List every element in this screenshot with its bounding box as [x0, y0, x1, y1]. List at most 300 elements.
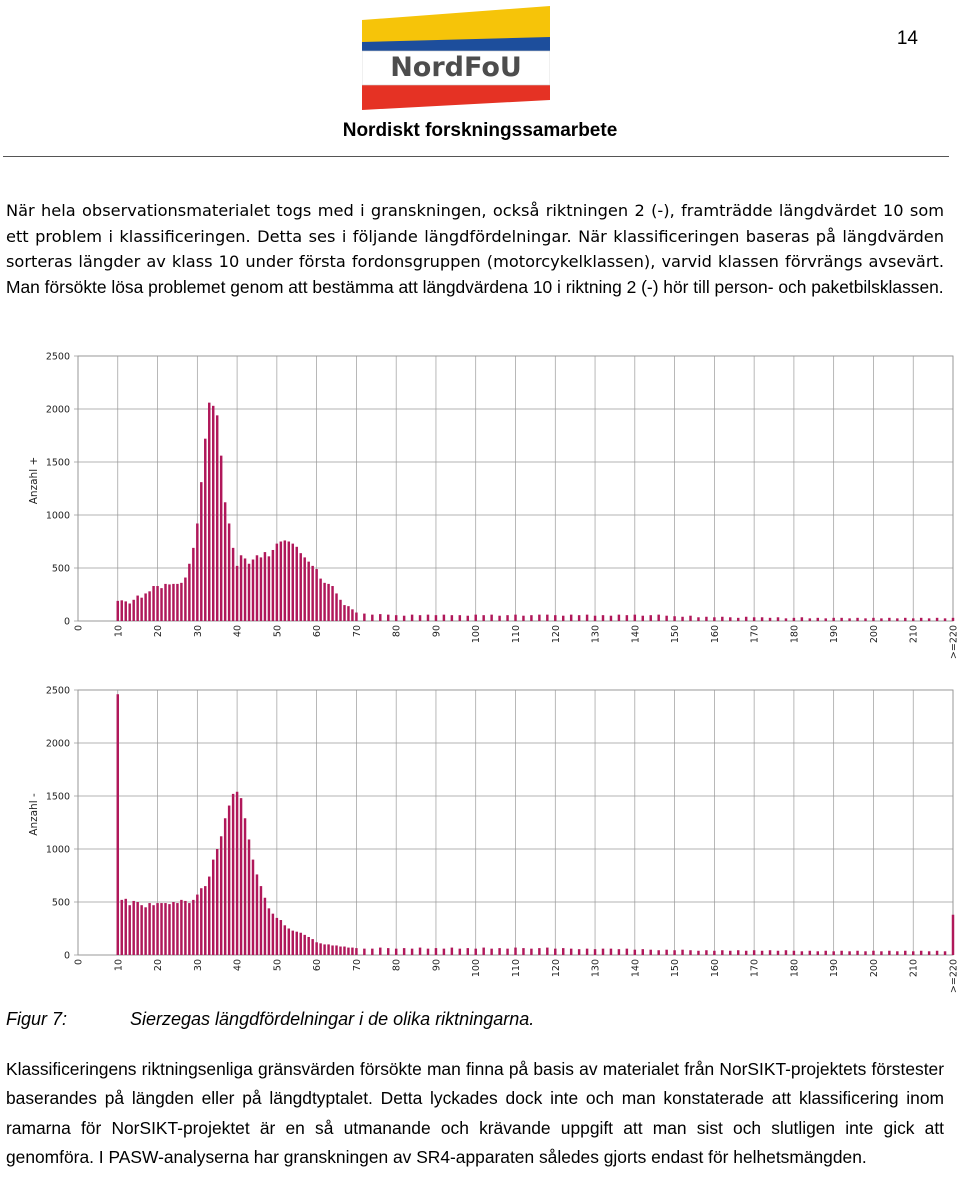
histogram-bar: [335, 945, 337, 955]
histogram-bar: [152, 586, 154, 621]
histogram-bar: [705, 617, 707, 621]
y-tick-label: 2000: [45, 404, 70, 416]
histogram-bar: [570, 949, 572, 955]
histogram-bar: [459, 949, 461, 955]
histogram-bar: [490, 615, 492, 621]
histogram-bar: [351, 948, 353, 955]
histogram-bar: [176, 903, 178, 955]
histogram-bar: [200, 482, 202, 621]
histogram-bar: [618, 615, 620, 621]
histogram-bar: [904, 618, 906, 621]
histogram-bar: [288, 542, 290, 622]
histogram-bar: [248, 564, 250, 621]
histogram-bar: [216, 415, 218, 621]
x-tick-label: 110: [511, 625, 522, 644]
histogram-bar: [856, 951, 858, 955]
histogram-bar: [777, 617, 779, 621]
histogram-bar: [634, 615, 636, 621]
histogram-bar: [403, 616, 405, 621]
histogram-bar: [530, 615, 532, 621]
histogram-bar: [260, 557, 262, 621]
histogram-bar: [419, 948, 421, 955]
x-tick-label: 80: [391, 959, 403, 972]
histogram-bar: [610, 616, 612, 621]
histogram-bar: [761, 617, 763, 621]
length-distribution-chart-negative: [22, 678, 960, 996]
histogram-bar: [351, 609, 353, 621]
histogram-bar: [319, 943, 321, 955]
histogram-bar: [288, 929, 290, 956]
histogram-bar: [817, 618, 819, 621]
histogram-bar: [168, 584, 170, 621]
x-tick-label: 120: [550, 625, 562, 644]
histogram-bar: [315, 942, 317, 955]
histogram-bar: [809, 951, 811, 955]
histogram-bar: [216, 849, 218, 955]
histogram-bar: [657, 950, 659, 955]
histogram-bar: [554, 615, 556, 621]
histogram-bar: [192, 900, 194, 955]
figure-caption-text: Sierzegas längdfördelningar i de olika riktningarna.: [130, 1009, 535, 1029]
histogram-bar: [132, 901, 134, 955]
histogram-bar: [912, 951, 914, 955]
histogram-bar: [292, 544, 294, 621]
histogram-bar: [156, 903, 158, 955]
y-tick-label: 1000: [45, 510, 70, 522]
figure-label: Figur 7:: [6, 1009, 68, 1029]
histogram-bar: [880, 951, 882, 955]
intro-paragraph: [6, 198, 944, 300]
histogram-bar: [801, 951, 803, 955]
histogram-bar: [379, 948, 381, 955]
histogram-bar: [681, 950, 683, 955]
x-tick-label: 20: [153, 625, 165, 638]
histogram-bar: [538, 948, 540, 955]
histogram-bar: [482, 948, 484, 955]
histogram-bar: [737, 618, 739, 621]
x-tick-label: 140: [630, 959, 642, 978]
x-tick-label: 100: [471, 959, 483, 978]
histogram-bar: [140, 598, 142, 621]
histogram-bar: [737, 950, 739, 955]
histogram-bar: [128, 905, 130, 955]
body-paragraph: Klassificeringens riktningsenliga gränsvärden försökte man finna på basis av materialet från NorSIKT-projektets förstester baserandes på längden eller på längdtyptalet. Detta lyckades dock inte och man konstaterade att klassificering inom ramarna för NorSIKT-projektet är en så utmanande och krävande uppgift att man sist och slutligen inte gick att genomföra. I PASW-analyserna har granskningen av SR4-apparaten således gjorts endast för helhetsmängden.: [6, 1059, 944, 1167]
histogram-bar: [681, 617, 683, 621]
histogram-bar: [319, 579, 321, 621]
histogram-bar: [562, 616, 564, 621]
histogram-bar: [840, 618, 842, 621]
histogram-bar: [327, 944, 329, 955]
figure-caption: [6, 1009, 534, 1030]
histogram-bar: [498, 948, 500, 955]
histogram-bar: [673, 950, 675, 955]
histogram-bar: [403, 948, 405, 955]
histogram-bar: [272, 550, 274, 621]
x-tick-label: 130: [590, 959, 602, 978]
histogram-bar: [276, 544, 278, 621]
histogram-bar: [761, 951, 763, 955]
x-tick-label: 180: [789, 625, 801, 644]
y-tick-label: 2000: [45, 738, 70, 750]
histogram-bar: [331, 586, 333, 621]
histogram-bar: [474, 949, 476, 955]
histogram-bar: [132, 600, 134, 621]
histogram-bar: [610, 949, 612, 955]
x-tick-label: 10: [113, 625, 125, 638]
histogram-bar: [256, 555, 258, 621]
histogram-bar: [944, 951, 946, 955]
histogram-bar: [160, 903, 162, 955]
x-tick-label: 200: [868, 625, 880, 644]
histogram-bar: [578, 949, 580, 955]
histogram-bar: [244, 558, 246, 621]
histogram-bar: [443, 615, 445, 621]
histogram-bar: [164, 584, 166, 621]
histogram-bar: [236, 792, 238, 955]
y-tick-label: 2500: [45, 351, 70, 363]
x-tick-label: 10: [113, 959, 125, 972]
x-tick-label: 90: [431, 625, 443, 638]
histogram-bar: [745, 617, 747, 621]
histogram-bar: [311, 939, 313, 955]
histogram-bar: [124, 899, 126, 955]
histogram-bar: [634, 950, 636, 955]
histogram-bar: [240, 798, 242, 955]
histogram-bar: [224, 818, 226, 955]
histogram-bar: [920, 618, 922, 621]
histogram-bar: [665, 616, 667, 621]
histogram-bar: [355, 613, 357, 621]
x-tick-label: 100: [471, 625, 483, 644]
x-tick-label: 210: [908, 959, 920, 978]
histogram-bar: [665, 950, 667, 955]
histogram-bar: [164, 903, 166, 955]
histogram-bar: [840, 951, 842, 955]
histogram-bar: [530, 949, 532, 955]
histogram-bar: [546, 948, 548, 955]
histogram-bar: [642, 949, 644, 955]
histogram-bar: [264, 898, 266, 955]
y-tick-label: 2500: [45, 685, 70, 697]
x-tick-label: 190: [829, 959, 841, 978]
histogram-bar: [944, 618, 946, 621]
histogram-bar: [244, 818, 246, 955]
x-tick-label: 40: [232, 625, 244, 638]
histogram-bar: [268, 556, 270, 621]
histogram-bar: [144, 907, 146, 955]
histogram-bar: [343, 947, 345, 955]
histogram-bar: [514, 948, 516, 955]
histogram-bar: [323, 583, 325, 621]
histogram-bar: [148, 591, 150, 621]
x-tick-label: 170: [749, 625, 761, 644]
histogram-bar: [928, 618, 930, 621]
histogram-bar: [880, 618, 882, 621]
histogram-bar: [928, 951, 930, 955]
histogram-bar: [912, 618, 914, 621]
histogram-bar: [303, 557, 305, 621]
histogram-bar: [128, 604, 130, 621]
histogram-bar: [801, 617, 803, 621]
page-number: 14: [896, 28, 918, 49]
histogram-bar: [212, 406, 214, 621]
histogram-bar: [411, 949, 413, 955]
x-tick-label: 150: [670, 959, 682, 978]
histogram-bar: [793, 618, 795, 621]
histogram-bar: [705, 950, 707, 955]
histogram-bar: [252, 560, 254, 621]
histogram-bar: [224, 502, 226, 621]
x-tick-label: 30: [192, 959, 204, 972]
histogram-bar: [371, 949, 373, 955]
histogram-bar: [817, 951, 819, 955]
x-tick-label: 150: [670, 625, 682, 644]
y-axis-label: Anzahl -: [28, 793, 40, 836]
histogram-bar: [327, 584, 329, 621]
histogram-bar: [689, 950, 691, 955]
histogram-bar: [474, 615, 476, 621]
histogram-bar: [184, 901, 186, 955]
x-tick-label: 110: [511, 959, 522, 978]
histogram-bar: [208, 403, 210, 621]
histogram-bar: [824, 618, 826, 621]
x-tick-label: 0: [73, 625, 85, 632]
histogram-bar: [467, 616, 469, 621]
y-tick-label: 500: [51, 897, 70, 909]
histogram-bar: [785, 618, 787, 621]
x-tick-label: 60: [312, 625, 324, 638]
histogram-bar: [136, 596, 138, 621]
histogram-bar: [713, 951, 715, 955]
histogram-bar: [117, 601, 119, 621]
histogram-bar: [936, 951, 938, 955]
histogram-bar: [387, 615, 389, 621]
histogram-bar: [184, 578, 186, 621]
x-tick-label: >=220: [948, 959, 960, 994]
x-tick-label: 160: [709, 959, 721, 978]
histogram-bar: [284, 925, 286, 955]
histogram-bar: [419, 615, 421, 621]
histogram-bar: [307, 562, 309, 621]
histogram-bar: [602, 949, 604, 955]
histogram-bar: [490, 949, 492, 955]
histogram-bar: [188, 564, 190, 621]
histogram-bar: [864, 618, 866, 621]
histogram-bar: [697, 951, 699, 955]
histogram-bar: [311, 566, 313, 621]
y-tick-label: 0: [63, 950, 70, 962]
organization-name: Nordiskt forskningssamarbete: [342, 120, 618, 141]
length-distribution-chart-positive: [22, 344, 960, 662]
histogram-bar: [546, 615, 548, 621]
histogram-bar: [299, 933, 301, 955]
histogram-bar: [264, 552, 266, 621]
histogram-bar: [809, 618, 811, 621]
histogram-bar: [363, 949, 365, 955]
histogram-bar: [832, 618, 834, 621]
x-tick-label: 60: [312, 959, 324, 972]
histogram-bar: [657, 615, 659, 621]
histogram-bar: [272, 914, 274, 955]
histogram-bar: [176, 584, 178, 621]
histogram-bar: [952, 915, 954, 955]
y-tick-label: 500: [51, 563, 70, 575]
histogram-bar: [347, 948, 349, 955]
nordfou-logo: [362, 6, 550, 110]
histogram-bar: [140, 905, 142, 955]
histogram-bar: [649, 615, 651, 621]
histogram-bar: [427, 615, 429, 621]
histogram-bar: [952, 618, 954, 621]
histogram-bar: [136, 902, 138, 955]
x-tick-label: 210: [908, 625, 920, 644]
x-tick-label: 50: [272, 959, 284, 972]
histogram-bar: [204, 439, 206, 621]
histogram-bar: [649, 950, 651, 955]
histogram-bar: [172, 584, 174, 621]
histogram-bar: [172, 902, 174, 955]
histogram-bar: [626, 949, 628, 955]
histogram-bar: [626, 615, 628, 621]
x-tick-label: 80: [391, 625, 403, 638]
histogram-bar: [284, 540, 286, 621]
x-tick-label: 20: [153, 959, 165, 972]
histogram-bar: [248, 839, 250, 955]
histogram-bar: [315, 569, 317, 621]
x-tick-label: 200: [868, 959, 880, 978]
x-tick-label: 190: [829, 625, 841, 644]
histogram-bar: [618, 949, 620, 955]
histogram-bar: [793, 951, 795, 955]
x-tick-label: 40: [232, 959, 244, 972]
histogram-bar: [586, 949, 588, 955]
histogram-bar: [363, 614, 365, 621]
logo-text: NordFoU: [390, 52, 522, 83]
histogram-bar: [562, 948, 564, 955]
histogram-bar: [888, 618, 890, 621]
histogram-bar: [522, 616, 524, 621]
histogram-bar: [745, 951, 747, 955]
histogram-bar: [379, 614, 381, 621]
histogram-bar: [427, 949, 429, 955]
histogram-bar: [673, 616, 675, 621]
histogram-bar: [936, 618, 938, 621]
y-tick-label: 1500: [45, 791, 70, 803]
histogram-bar: [240, 555, 242, 621]
histogram-bar: [498, 616, 500, 621]
histogram-bar: [904, 951, 906, 955]
histogram-bar: [232, 794, 234, 955]
histogram-bar: [785, 950, 787, 955]
x-tick-label: 180: [789, 959, 801, 978]
histogram-bar: [769, 950, 771, 955]
histogram-bar: [506, 949, 508, 955]
histogram-bar: [252, 860, 254, 955]
histogram-bar: [467, 948, 469, 955]
histogram-bar: [395, 949, 397, 955]
histogram-bar: [196, 895, 198, 955]
x-tick-label: 70: [351, 625, 363, 638]
histogram-bar: [256, 874, 258, 955]
histogram-bar: [148, 903, 150, 955]
histogram-bar: [220, 836, 222, 955]
histogram-bar: [506, 615, 508, 621]
intro-paragraph-part2: Man försökte lösa problemet genom att bestämma att längdvärdena 10 i riktning 2 (-) hör till person- och paketbilsklassen.: [6, 276, 944, 297]
histogram-bar: [729, 951, 731, 955]
histogram-bar: [323, 944, 325, 955]
histogram-bar: [848, 618, 850, 621]
histogram-bar: [872, 951, 874, 955]
histogram-bar: [339, 947, 341, 955]
histogram-bar: [459, 615, 461, 621]
histogram-bar: [121, 900, 123, 955]
x-tick-label: 30: [192, 625, 204, 638]
histogram-bar: [124, 601, 126, 621]
histogram-bar: [864, 951, 866, 955]
histogram-bar: [204, 886, 206, 955]
histogram-bar: [538, 615, 540, 621]
histogram-bar: [443, 949, 445, 955]
histogram-bar: [896, 951, 898, 955]
histogram-bar: [292, 931, 294, 955]
histogram-bar: [832, 951, 834, 955]
histogram-bar: [586, 615, 588, 621]
histogram-bar: [200, 888, 202, 955]
histogram-bar: [920, 951, 922, 955]
histogram-bar: [335, 593, 337, 621]
histogram-bar: [296, 932, 298, 955]
histogram-bar: [435, 615, 437, 621]
histogram-bar: [753, 950, 755, 955]
x-tick-label: >=220: [948, 625, 960, 660]
y-tick-label: 0: [63, 616, 70, 628]
histogram-bar: [451, 948, 453, 955]
histogram-bar: [236, 566, 238, 621]
histogram-bar: [196, 523, 198, 621]
histogram-bar: [888, 951, 890, 955]
histogram-bar: [753, 617, 755, 621]
histogram-bar: [168, 904, 170, 955]
histogram-bar: [280, 920, 282, 955]
histogram-bar: [570, 615, 572, 621]
x-tick-label: 90: [431, 959, 443, 972]
histogram-bar: [824, 951, 826, 955]
histogram-bar: [729, 617, 731, 621]
histogram-bar: [152, 905, 154, 955]
x-tick-label: 130: [590, 625, 602, 644]
histogram-bar: [180, 900, 182, 955]
histogram-bar: [156, 586, 158, 621]
histogram-bar: [777, 951, 779, 955]
histogram-bar: [896, 618, 898, 621]
histogram-bar: [303, 935, 305, 955]
histogram-bar: [697, 617, 699, 621]
histogram-bar: [642, 616, 644, 621]
histogram-bar: [296, 547, 298, 621]
histogram-bar: [121, 600, 123, 621]
histogram-bar: [280, 542, 282, 622]
histogram-bar: [435, 948, 437, 955]
histogram-bar: [192, 548, 194, 621]
histogram-bar: [482, 615, 484, 621]
histogram-bar: [144, 593, 146, 621]
histogram-bar: [347, 606, 349, 621]
histogram-bar: [848, 951, 850, 955]
histogram-bar: [212, 860, 214, 955]
x-tick-label: 0: [73, 959, 85, 966]
intro-paragraph-part1: När hela observationsmaterialet togs med i granskningen, också riktningen 2 (-), framträdde längdvärdet 10 som ett problem i klassificeringen. Detta ses i följande längdfördelningar. När klassificeringen baseras på längdvärden sorteras längder av klass 10 under första fordonsgruppen (motorcykelklassen), varvid klassen förvrängs avsevärt.: [6, 201, 944, 272]
histogram-bar: [514, 615, 516, 621]
